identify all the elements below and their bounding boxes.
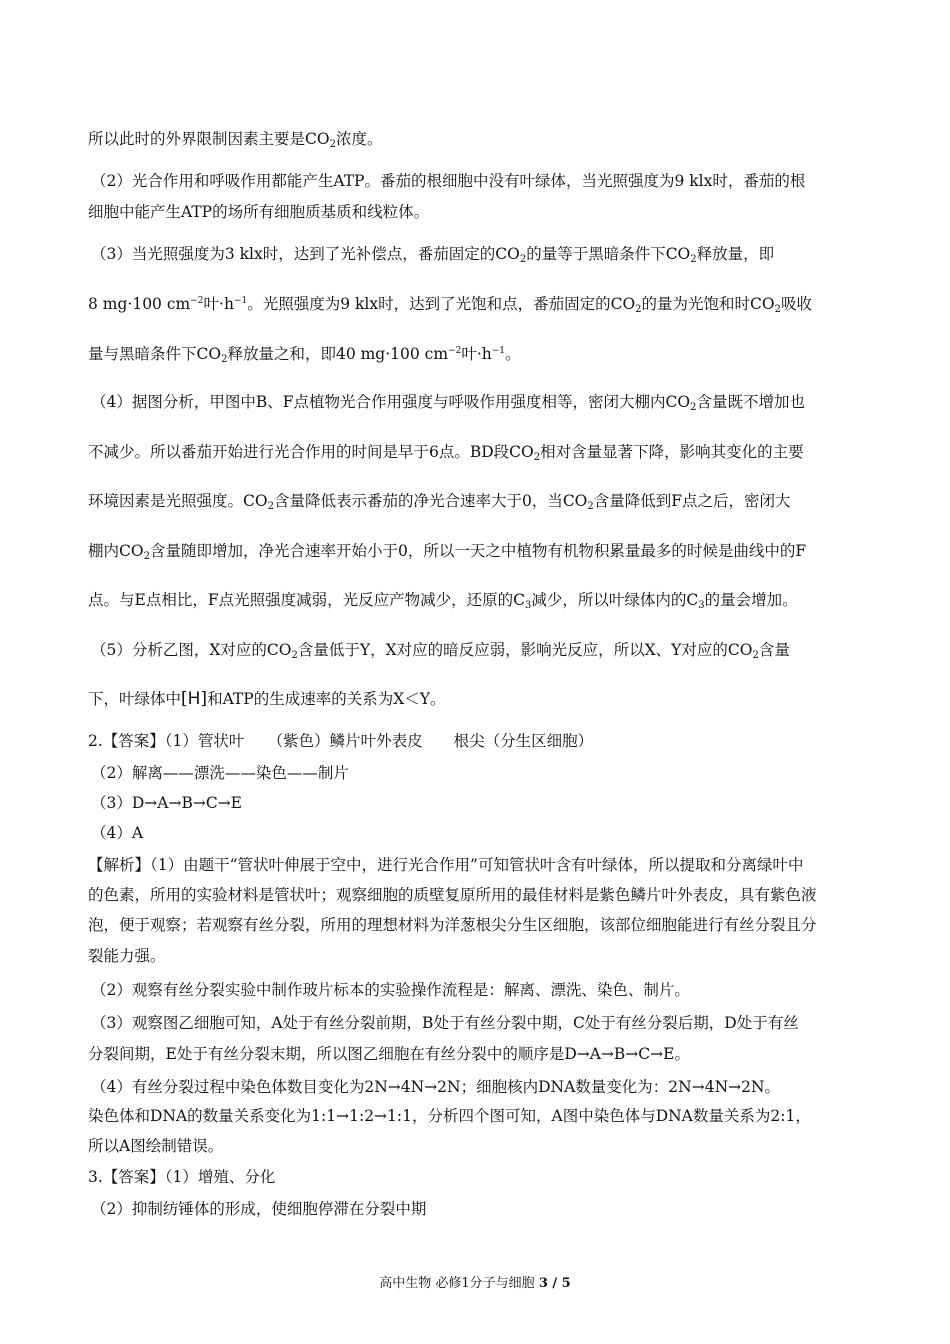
answer-heading: 2.【答案】（1）管状叶 （紫色）鳞片叶外表皮 根尖（分生区细胞） bbox=[88, 732, 594, 750]
text-line: （3）观察图乙细胞可知，A处于有丝分裂前期，B处于有丝分裂中期，C处于有丝分裂后期，D处于有丝 bbox=[91, 1014, 799, 1032]
footer-title: 高中生物 必修1分子与细胞 bbox=[379, 1276, 535, 1291]
text-line: 下，叶绿体中[H]和ATP的生成速率的关系为X＜Y。 bbox=[88, 689, 446, 709]
text-line: 所以此时的外界限制因素主要是$CO_2$浓度。 bbox=[88, 130, 383, 150]
answer-heading: 3.【答案】（1）增殖、分化 bbox=[88, 1168, 276, 1186]
text-line: 棚内$CO_2$含量随即增加，净光合速率开始小于0，所以一天之中植物有机物积累量最多的时候是曲线中的F bbox=[88, 542, 807, 562]
text-line: 分裂间期，E处于有丝分裂末期，所以图乙细胞在有丝分裂中的顺序是D→A→B→C→E。 bbox=[88, 1045, 690, 1063]
text-line: （2）解离——漂洗——染色——制片 bbox=[91, 764, 349, 782]
page-footer bbox=[0, 1272, 950, 1291]
text-line: （4）据图分析，甲图中B、F点植物光合作用强度与呼吸作用强度相等，密闭大棚内$CO_2$含量既不增加也 bbox=[91, 393, 805, 413]
text-line: （3）当光照强度为3 klx时，达到了光补偿点，番茄固定的$CO_2$的量等于黑暗条件下$CO_2$释放量，即 bbox=[91, 245, 775, 265]
text-line: （5）分析乙图，X对应的$CO_2$含量低于Y，X对应的暗反应弱，影响光反应，所以X、Y对应的$CO_2$含量 bbox=[91, 641, 790, 661]
text-line: （4）有丝分裂过程中染色体数目变化为2N→4N→2N；细胞核内DNA数量变化为：2N→4N→2N。 bbox=[91, 1078, 781, 1096]
text-line: 点。与E点相比，F点光照强度减弱，光反应产物减少，还原的$C_3$减少，所以叶绿体内的$C_3$的量会增加。 bbox=[88, 591, 798, 611]
analysis-line: 【解析】（1）由题干“管状叶伸展于空中，进行光合作用”可知管状叶含有叶绿体，所以提取和分离绿叶中 bbox=[88, 856, 804, 874]
text-line: （4）A bbox=[91, 824, 144, 842]
text-line: 环境因素是光照强度。$CO_2$含量降低表示番茄的净光合速率大于0，当$CO_2$含量降低到F点之后，密闭大 bbox=[88, 492, 791, 512]
text-line: 裂能力强。 bbox=[88, 947, 166, 965]
text-line: （3）D→A→B→C→E bbox=[91, 794, 242, 812]
text-line: 染色体和DNA的数量关系变化为1:1→1:2→1:1，分析四个图可知，A图中染色体与DNA数量关系为2:1， bbox=[88, 1107, 811, 1125]
text-line: 泡，便于观察；若观察有丝分裂，所用的理想材料为洋葱根尖分生区细胞，该部位细胞能进行有丝分裂且分 bbox=[88, 916, 817, 934]
text-line: （2）观察有丝分裂实验中制作玻片标本的实验操作流程是：解离、漂洗、染色、制片。 bbox=[91, 981, 690, 999]
page-number: 3 / 5 bbox=[538, 1276, 571, 1291]
text-line: 的色素，所用的实验材料是管状叶；观察细胞的质壁复原所用的最佳材料是紫色鳞片叶外表皮，具有紫色液 bbox=[88, 886, 817, 904]
text-line: 量与黑暗条件下$CO_2$释放量之和，即40 mg·100 $cm^{-2}$叶$\cdot h^{-1}$。 bbox=[88, 345, 521, 365]
text-line: 8 mg·100 $cm^{-2}$叶$\cdot h^{-1}$。光照强度为9 klx时，达到了光饱和点，番茄固定的$CO_2$的量为光饱和时$CO_2$吸收 bbox=[88, 295, 813, 315]
text-line: 细胞中能产生ATP的场所有细胞质基质和线粒体。 bbox=[88, 203, 430, 221]
text-line: 不减少。所以番茄开始进行光合作用的时间是早于6点。BD段$CO_2$相对含量显著下降，影响其变化的主要 bbox=[88, 443, 804, 463]
text-line: 所以A图绘制错误。 bbox=[88, 1137, 224, 1155]
text-line: （2）光合作用和呼吸作用都能产生ATP。番茄的根细胞中没有叶绿体，当光照强度为9 klx时，番茄的根 bbox=[91, 172, 806, 190]
text-line: （2）抑制纺锤体的形成，使细胞停滞在分裂中期 bbox=[91, 1200, 427, 1218]
